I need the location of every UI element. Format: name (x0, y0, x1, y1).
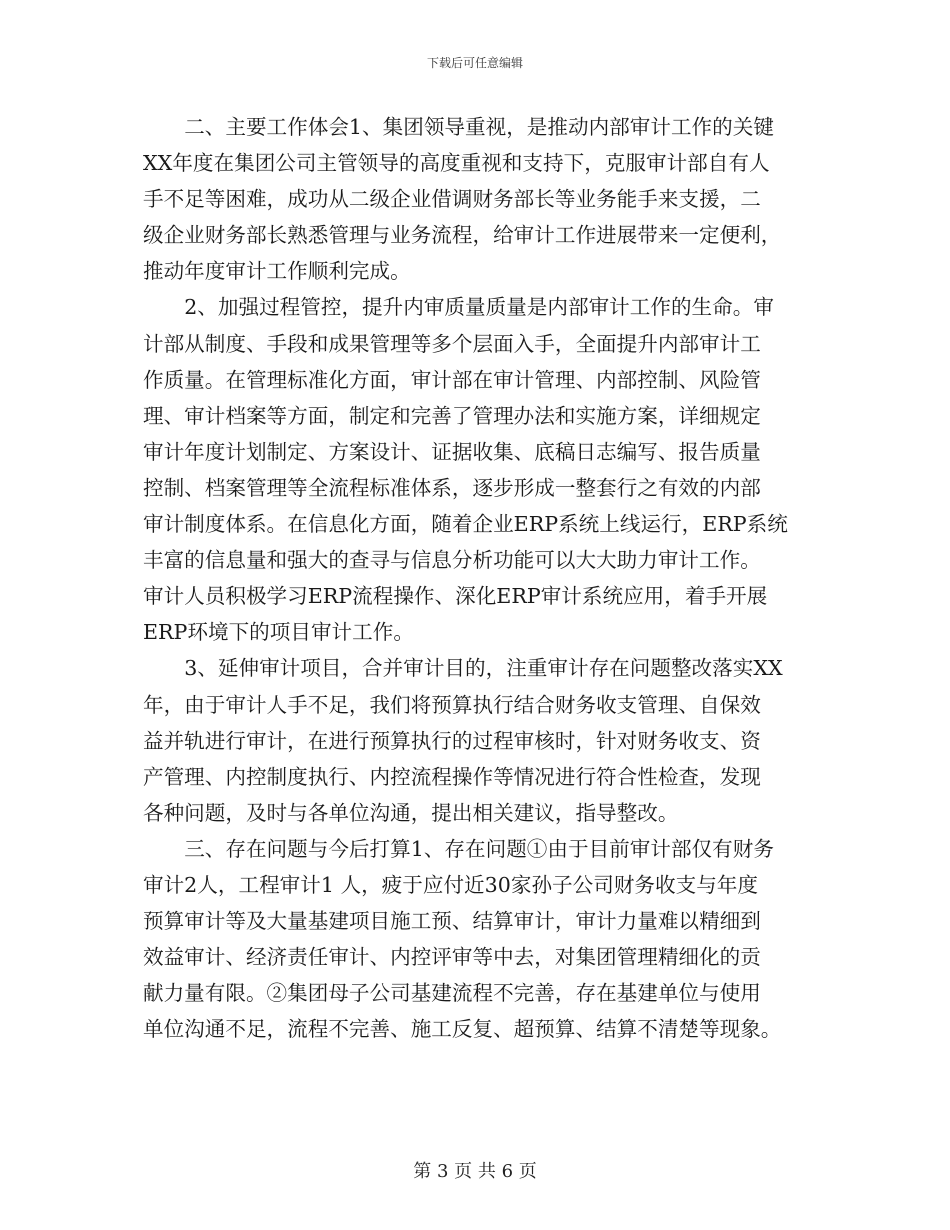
text-line: 控制、档案管理等全流程标准体系，逐步形成一整套行之有效的内部 (143, 475, 761, 500)
paragraph (143, 289, 815, 650)
text-line: 计部从制度、手段和成果管理等多个层面入手，全面提升内部审计工 (143, 331, 761, 356)
text-line: 手不足等困难，成功从二级企业借调财务部长等业务能手来支援，二 (143, 187, 761, 212)
text-line: 作质量。在管理标准化方面，审计部在审计管理、内部控制、风险管 (143, 367, 761, 392)
text-line: ERP环境下的项目审计工作。 (143, 620, 414, 645)
text-line: 单位沟通不足，流程不完善、施工反复、超预算、结算不清楚等现象。 (143, 1017, 782, 1042)
text-line: XX年度在集团公司主管领导的高度重视和支持下，克服审计部自有人 (143, 151, 770, 176)
text-line: 级企业财务部长熟悉管理与业务流程，给审计工作进展带来一定便利， (143, 223, 782, 248)
text-line: 产管理、内控制度执行、内控流程操作等情况进行符合性检查，发现 (143, 764, 761, 789)
text-line: 审计人员积极学习ERP流程操作、深化ERP审计系统应用，着手开展 (143, 584, 768, 609)
text-line: 审计制度体系。在信息化方面，随着企业ERP系统上线运行，ERP系统 (143, 512, 788, 537)
document-body (143, 109, 815, 1047)
text-line: 2、加强过程管控，提升内审质量质量是内部审计工作的生命。审 (184, 295, 774, 320)
text-line: 年，由于审计人手不足，我们将预算执行结合财务收支管理、自保效 (143, 692, 761, 717)
text-line: 审计2人，工程审计1 人，疲于应付近30家孙子公司财务收支与年度 (143, 872, 758, 897)
text-line: 推动年度审计工作顺利完成。 (143, 259, 411, 284)
text-line: 3、延伸审计项目，合并审计目的，注重审计存在问题整改落实XX (184, 656, 783, 681)
text-line: 预算审计等及大量基建项目施工预、结算审计，审计力量难以精细到 (143, 909, 761, 934)
page-footer: 第 3 页 共 6 页 (413, 1161, 537, 1182)
text-line: 益并轨进行审计，在进行预算执行的过程审核时，针对财务收支、资 (143, 728, 761, 753)
paragraph (143, 109, 815, 289)
text-line: 二、主要工作体会1、集团领导重视，是推动内部审计工作的关键 (184, 115, 774, 139)
page-header: 下载后可任意编辑 (426, 56, 523, 70)
text-line: 理、审计档案等方面，制定和完善了管理办法和实施方案，详细规定 (143, 403, 761, 428)
text-line: 各种问题，及时与各单位沟通，提出相关建议，指导整改。 (143, 800, 679, 825)
text-line: 审计年度计划制定、方案设计、证据收集、底稿日志编写、报告质量 (143, 439, 761, 464)
paragraph (143, 831, 815, 1048)
text-line: 效益审计、经济责任审计、内控评审等中去，对集团管理精细化的贡 (143, 945, 761, 970)
text-line: 丰富的信息量和强大的查寻与信息分析功能可以大大助力审计工作。 (143, 548, 761, 573)
text-line: 献力量有限。②集团母子公司基建流程不完善，存在基建单位与使用 (143, 981, 761, 1006)
paragraph (143, 650, 815, 830)
text-line: 三、存在问题与今后打算1、存在问题①由于目前审计部仅有财务 (184, 836, 774, 861)
